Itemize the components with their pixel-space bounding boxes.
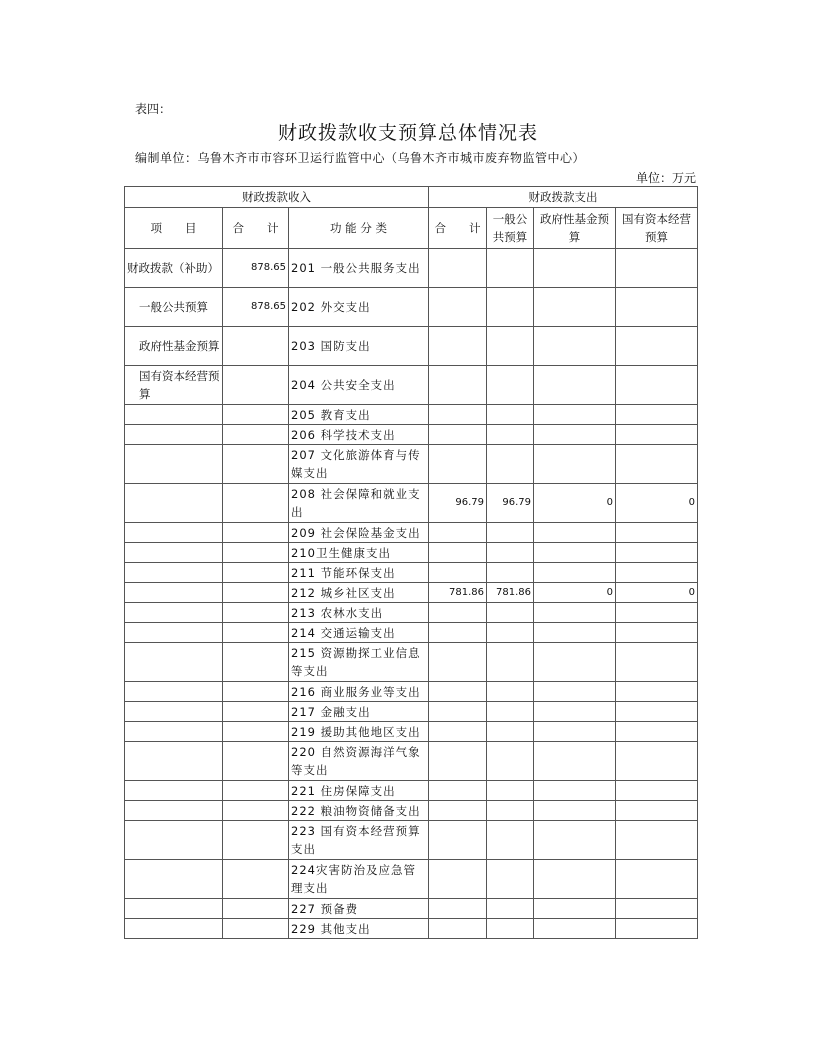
- gov-fund-cell: [534, 523, 616, 543]
- income-item-cell: [125, 405, 223, 425]
- expense-total-header: 合 计: [429, 208, 487, 249]
- table-row: [125, 249, 698, 288]
- state-capital-cell: [616, 445, 698, 484]
- state-capital-cell: [616, 563, 698, 583]
- state-capital-cell: [616, 801, 698, 821]
- income-item-cell: 政府性基金预算: [125, 327, 223, 366]
- general-budget-cell: [487, 702, 534, 722]
- item-header: 项 目: [125, 208, 223, 249]
- income-amount-cell: [223, 899, 289, 919]
- expense-group-header: 财政拨款支出: [429, 187, 698, 208]
- expense-total-cell: [429, 821, 487, 860]
- income-item-cell: [125, 702, 223, 722]
- income-item-cell: [125, 821, 223, 860]
- function-class-cell: 208 社会保障和就业支出: [289, 484, 429, 523]
- gov-fund-cell: [534, 860, 616, 899]
- income-amount-cell: [223, 781, 289, 801]
- income-item-cell: [125, 742, 223, 781]
- income-total-header: 合 计: [223, 208, 289, 249]
- income-item-cell: 财政拨款（补助）: [125, 249, 223, 288]
- income-amount-cell: [223, 583, 289, 603]
- state-capital-cell: [616, 860, 698, 899]
- gov-fund-cell: [534, 899, 616, 919]
- gov-fund-cell: [534, 722, 616, 742]
- table-row: [125, 603, 698, 623]
- state-capital-cell: [616, 249, 698, 288]
- general-budget-cell: [487, 366, 534, 405]
- gov-fund-cell: 0: [534, 484, 616, 523]
- function-class-cell: 204 公共安全支出: [289, 366, 429, 405]
- general-budget-cell: 781.86: [487, 583, 534, 603]
- state-capital-cell: [616, 781, 698, 801]
- table-row: [125, 722, 698, 742]
- income-amount-cell: [223, 623, 289, 643]
- income-amount-cell: [223, 860, 289, 899]
- income-item-cell: [125, 860, 223, 899]
- expense-total-cell: [429, 623, 487, 643]
- general-budget-cell: [487, 327, 534, 366]
- general-budget-cell: [487, 821, 534, 860]
- expense-total-cell: [429, 682, 487, 702]
- income-item-cell: [125, 781, 223, 801]
- gov-fund-cell: [534, 366, 616, 405]
- state-capital-cell: 0: [616, 583, 698, 603]
- income-item-cell: [125, 801, 223, 821]
- general-budget-cell: [487, 288, 534, 327]
- expense-total-cell: 96.79: [429, 484, 487, 523]
- expense-total-cell: [429, 919, 487, 939]
- expense-total-cell: 781.86: [429, 583, 487, 603]
- table-row: [125, 643, 698, 682]
- gov-fund-cell: [534, 623, 616, 643]
- income-amount-cell: [223, 484, 289, 523]
- gov-fund-cell: [534, 327, 616, 366]
- document-label: 表四：: [135, 102, 172, 116]
- state-capital-cell: [616, 288, 698, 327]
- expense-total-cell: [429, 603, 487, 623]
- table-row: [125, 682, 698, 702]
- income-amount-cell: [223, 722, 289, 742]
- income-amount-cell: [223, 682, 289, 702]
- general-budget-cell: [487, 899, 534, 919]
- gov-fund-cell: [534, 682, 616, 702]
- income-amount-cell: [223, 425, 289, 445]
- function-class-cell: 217 金融支出: [289, 702, 429, 722]
- income-item-cell: 一般公共预算: [125, 288, 223, 327]
- table-row: [125, 366, 698, 405]
- gov-fund-cell: [534, 742, 616, 781]
- function-class-cell: 223 国有资本经营预算支出: [289, 821, 429, 860]
- function-class-cell: 222 粮油物资储备支出: [289, 801, 429, 821]
- income-amount-cell: [223, 563, 289, 583]
- expense-total-cell: [429, 523, 487, 543]
- general-budget-cell: [487, 445, 534, 484]
- function-class-cell: 213 农林水支出: [289, 603, 429, 623]
- income-item-cell: [125, 425, 223, 445]
- income-amount-cell: [223, 603, 289, 623]
- state-capital-cell: [616, 643, 698, 682]
- expense-total-cell: [429, 425, 487, 445]
- function-class-cell: 214 交通运输支出: [289, 623, 429, 643]
- income-item-cell: 国有资本经营预算: [125, 366, 223, 405]
- income-amount-cell: [223, 801, 289, 821]
- table-row: [125, 623, 698, 643]
- income-item-cell: [125, 623, 223, 643]
- budget-table: [124, 186, 698, 939]
- general-budget-cell: [487, 742, 534, 781]
- expense-total-cell: [429, 643, 487, 682]
- table-row: [125, 543, 698, 563]
- function-class-cell: 211 节能环保支出: [289, 563, 429, 583]
- expense-total-cell: [429, 860, 487, 899]
- gov-fund-cell: [534, 919, 616, 939]
- general-budget-cell: [487, 643, 534, 682]
- income-item-cell: [125, 445, 223, 484]
- income-item-cell: [125, 484, 223, 523]
- table-row: [125, 583, 698, 603]
- gov-fund-cell: [534, 425, 616, 445]
- expense-total-cell: [429, 781, 487, 801]
- org-line: 编制单位：乌鲁木齐市市容环卫运行监管中心（乌鲁木齐市城市废弃物监管中心）: [135, 151, 586, 165]
- table-row: [125, 288, 698, 327]
- state-capital-cell: 0: [616, 484, 698, 523]
- gov-fund-cell: [534, 821, 616, 860]
- general-budget-cell: [487, 860, 534, 899]
- function-class-cell: 219 援助其他地区支出: [289, 722, 429, 742]
- income-amount-cell: 878.65: [223, 288, 289, 327]
- gov-fund-cell: [534, 405, 616, 425]
- general-budget-header: 一般公共预算: [487, 208, 534, 249]
- state-capital-cell: [616, 722, 698, 742]
- general-budget-cell: [487, 682, 534, 702]
- state-capital-cell: [616, 366, 698, 405]
- gov-fund-cell: [534, 801, 616, 821]
- income-item-cell: [125, 563, 223, 583]
- general-budget-cell: [487, 249, 534, 288]
- income-amount-cell: 878.65: [223, 249, 289, 288]
- income-item-cell: [125, 603, 223, 623]
- table-row: [125, 405, 698, 425]
- state-capital-cell: [616, 425, 698, 445]
- income-amount-cell: [223, 523, 289, 543]
- state-capital-cell: [616, 623, 698, 643]
- income-item-cell: [125, 899, 223, 919]
- state-capital-cell: [616, 603, 698, 623]
- income-group-header: 财政拨款收入: [125, 187, 429, 208]
- general-budget-cell: [487, 603, 534, 623]
- function-class-cell: 201 一般公共服务支出: [289, 249, 429, 288]
- income-amount-cell: [223, 366, 289, 405]
- expense-total-cell: [429, 288, 487, 327]
- state-capital-cell: [616, 327, 698, 366]
- table-row: [125, 523, 698, 543]
- table-row: [125, 445, 698, 484]
- gov-fund-header: 政府性基金预算: [534, 208, 616, 249]
- gov-fund-cell: [534, 603, 616, 623]
- function-class-cell: 210卫生健康支出: [289, 543, 429, 563]
- table-row: [125, 801, 698, 821]
- expense-total-cell: [429, 702, 487, 722]
- general-budget-cell: [487, 425, 534, 445]
- function-class-header: 功 能 分 类: [289, 208, 429, 249]
- state-capital-cell: [616, 702, 698, 722]
- function-class-cell: 205 教育支出: [289, 405, 429, 425]
- unit-label: 单位：万元: [635, 171, 696, 185]
- gov-fund-cell: [534, 563, 616, 583]
- table-row: [125, 919, 698, 939]
- income-amount-cell: [223, 643, 289, 682]
- table-row: [125, 484, 698, 523]
- function-class-cell: 229 其他支出: [289, 919, 429, 939]
- function-class-cell: 202 外交支出: [289, 288, 429, 327]
- state-capital-cell: [616, 919, 698, 939]
- gov-fund-cell: [534, 249, 616, 288]
- expense-total-cell: [429, 801, 487, 821]
- table-row: [125, 821, 698, 860]
- function-class-cell: 216 商业服务业等支出: [289, 682, 429, 702]
- function-class-cell: 203 国防支出: [289, 327, 429, 366]
- income-amount-cell: [223, 327, 289, 366]
- gov-fund-cell: [534, 702, 616, 722]
- income-amount-cell: [223, 405, 289, 425]
- state-capital-cell: [616, 682, 698, 702]
- expense-total-cell: [429, 563, 487, 583]
- expense-total-cell: [429, 899, 487, 919]
- function-class-cell: 227 预备费: [289, 899, 429, 919]
- table-row: [125, 563, 698, 583]
- income-amount-cell: [223, 445, 289, 484]
- general-budget-cell: [487, 919, 534, 939]
- income-item-cell: [125, 919, 223, 939]
- income-item-cell: [125, 543, 223, 563]
- expense-total-cell: [429, 742, 487, 781]
- general-budget-cell: [487, 523, 534, 543]
- expense-total-cell: [429, 405, 487, 425]
- function-class-cell: 224灾害防治及应急管理支出: [289, 860, 429, 899]
- function-class-cell: 215 资源勘探工业信息等支出: [289, 643, 429, 682]
- general-budget-cell: [487, 405, 534, 425]
- gov-fund-cell: [534, 781, 616, 801]
- state-capital-cell: [616, 821, 698, 860]
- state-capital-cell: [616, 405, 698, 425]
- state-capital-cell: [616, 523, 698, 543]
- table-row: [125, 702, 698, 722]
- function-class-cell: 212 城乡社区支出: [289, 583, 429, 603]
- income-item-cell: [125, 722, 223, 742]
- general-budget-cell: [487, 543, 534, 563]
- function-class-cell: 221 住房保障支出: [289, 781, 429, 801]
- income-item-cell: [125, 682, 223, 702]
- general-budget-cell: [487, 722, 534, 742]
- expense-total-cell: [429, 543, 487, 563]
- general-budget-cell: 96.79: [487, 484, 534, 523]
- income-item-cell: [125, 583, 223, 603]
- income-amount-cell: [223, 919, 289, 939]
- general-budget-cell: [487, 781, 534, 801]
- table-row: [125, 781, 698, 801]
- function-class-cell: 206 科学技术支出: [289, 425, 429, 445]
- state-capital-cell: [616, 899, 698, 919]
- expense-total-cell: [429, 722, 487, 742]
- income-amount-cell: [223, 742, 289, 781]
- table-row: [125, 742, 698, 781]
- state-capital-header: 国有资本经营预算: [616, 208, 698, 249]
- table-row: [125, 425, 698, 445]
- general-budget-cell: [487, 563, 534, 583]
- state-capital-cell: [616, 543, 698, 563]
- gov-fund-cell: 0: [534, 583, 616, 603]
- income-amount-cell: [223, 543, 289, 563]
- expense-total-cell: [429, 249, 487, 288]
- gov-fund-cell: [534, 288, 616, 327]
- function-class-cell: 207 文化旅游体育与传媒支出: [289, 445, 429, 484]
- gov-fund-cell: [534, 643, 616, 682]
- expense-total-cell: [429, 327, 487, 366]
- state-capital-cell: [616, 742, 698, 781]
- function-class-cell: 220 自然资源海洋气象等支出: [289, 742, 429, 781]
- function-class-cell: 209 社会保险基金支出: [289, 523, 429, 543]
- expense-total-cell: [429, 445, 487, 484]
- table-row: [125, 327, 698, 366]
- income-item-cell: [125, 523, 223, 543]
- general-budget-cell: [487, 623, 534, 643]
- income-item-cell: [125, 643, 223, 682]
- table-row: [125, 899, 698, 919]
- general-budget-cell: [487, 801, 534, 821]
- page-title: 财政拨款收支预算总体情况表: [277, 122, 538, 144]
- expense-total-cell: [429, 366, 487, 405]
- table-row: [125, 860, 698, 899]
- income-amount-cell: [223, 702, 289, 722]
- income-amount-cell: [223, 821, 289, 860]
- gov-fund-cell: [534, 445, 616, 484]
- gov-fund-cell: [534, 543, 616, 563]
